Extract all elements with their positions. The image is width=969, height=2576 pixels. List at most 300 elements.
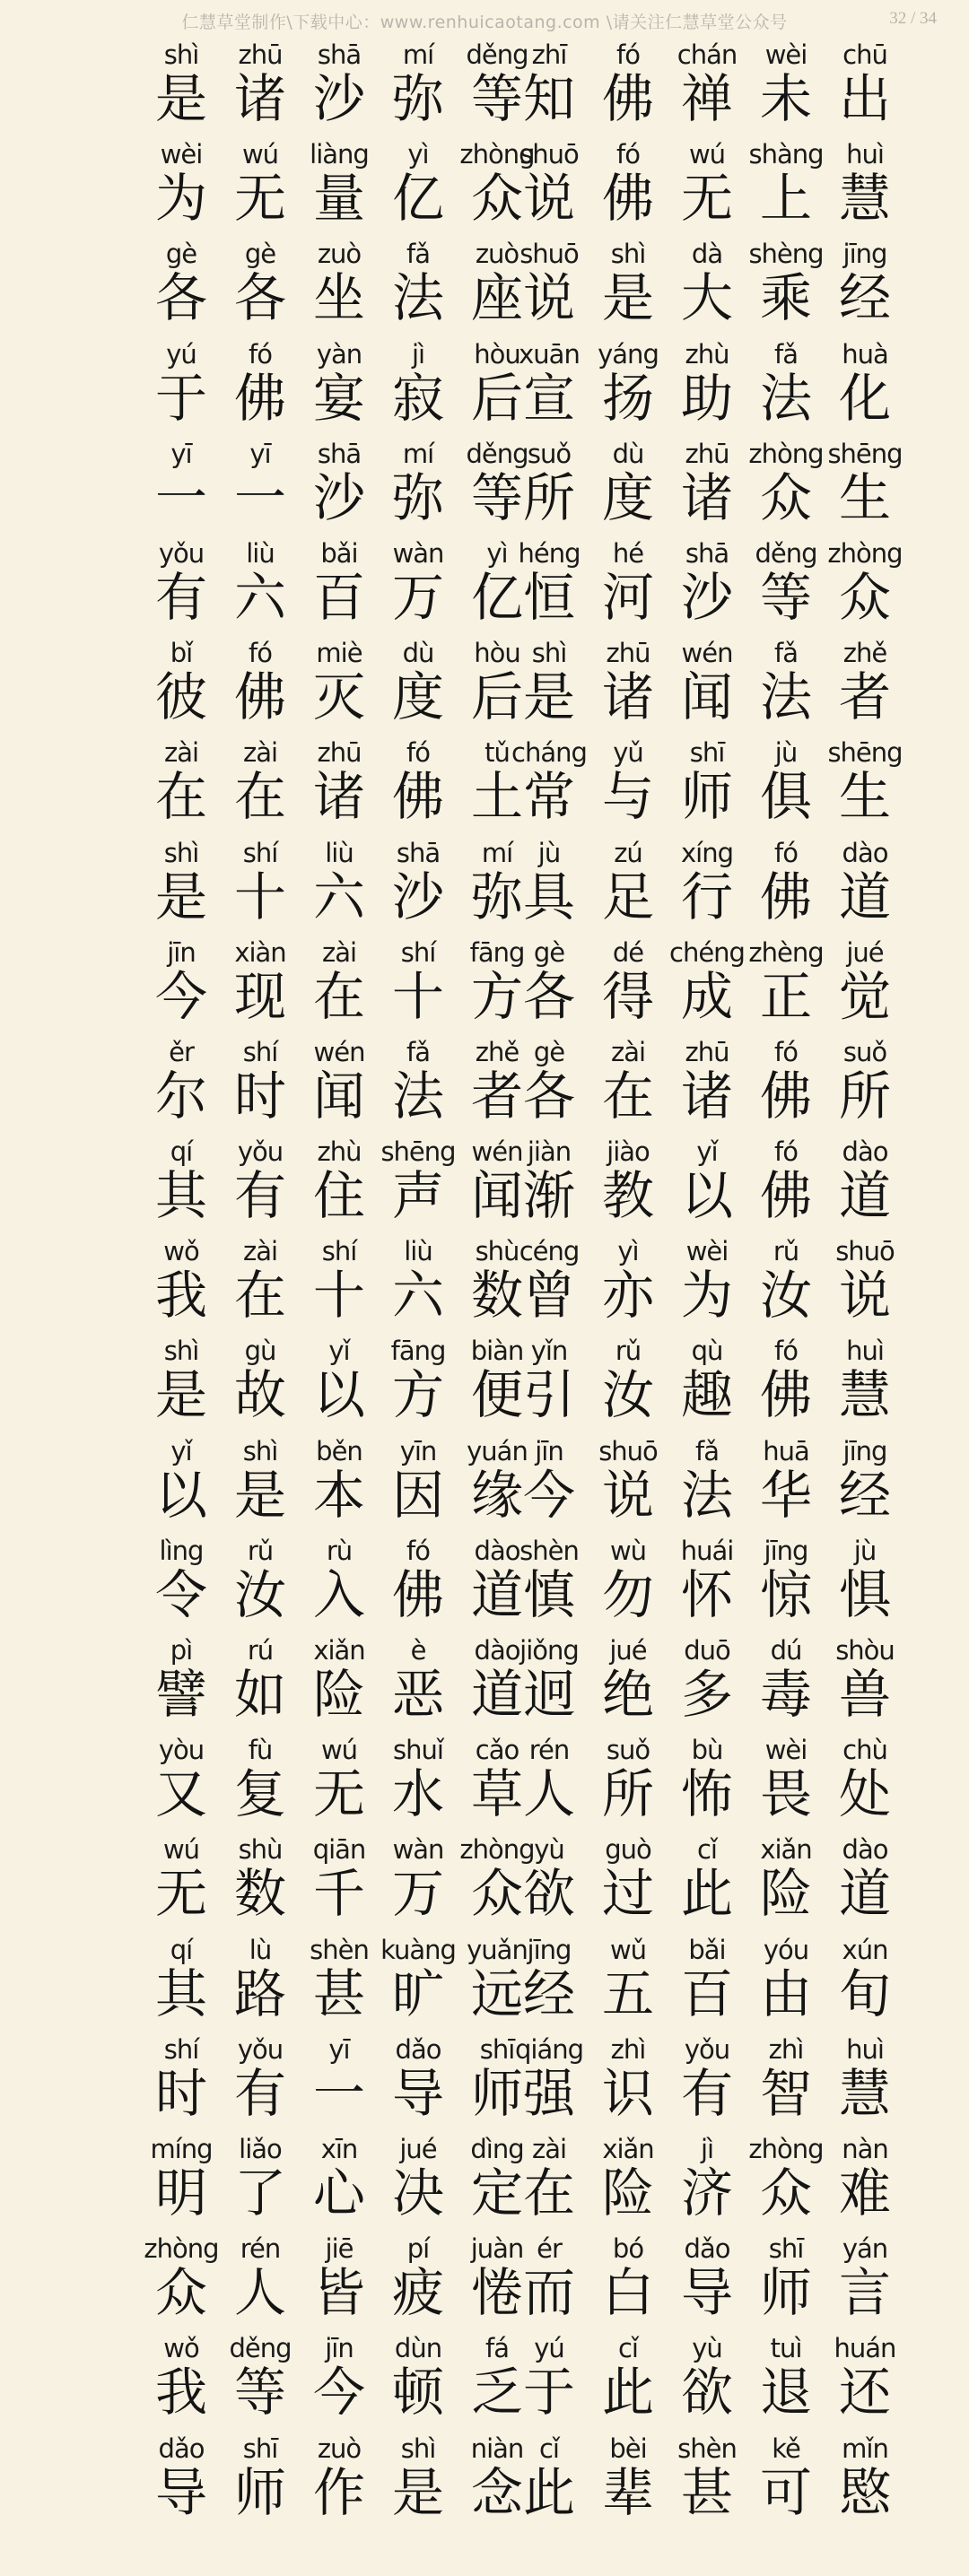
pinyin: zhì	[610, 2033, 646, 2065]
verse-half-right	[510, 737, 904, 837]
pinyin: fó	[616, 39, 640, 70]
hanzi: 法	[391, 1065, 444, 1127]
character-cell	[510, 39, 589, 139]
pinyin: yuán	[467, 1435, 528, 1466]
hanzi: 佛	[233, 367, 286, 429]
hanzi: 亿	[391, 168, 444, 230]
pinyin: suǒ	[842, 1036, 887, 1067]
verse-line	[0, 2433, 969, 2533]
hanzi: 彼	[154, 666, 207, 728]
verse-line	[0, 838, 969, 937]
hanzi: 众	[154, 2262, 207, 2324]
pinyin: yòu	[158, 1735, 205, 1766]
character-cell	[300, 2134, 379, 2233]
verse-line	[0, 439, 969, 538]
pinyin: hé	[612, 537, 644, 569]
character-cell	[668, 339, 746, 439]
verse-line	[0, 737, 969, 837]
verse-line	[0, 1136, 969, 1236]
verse-half-left	[142, 1037, 537, 1136]
character-cell	[668, 2433, 746, 2533]
character-cell	[668, 1635, 746, 1735]
character-cell	[142, 937, 221, 1037]
hanzi: 智	[759, 2062, 812, 2124]
pinyin: miè	[316, 638, 362, 669]
hanzi: 慧	[838, 1364, 891, 1426]
hanzi: 有	[154, 566, 207, 628]
verse-half-right	[510, 239, 904, 338]
pinyin: rén	[528, 1735, 570, 1766]
hanzi: 道	[838, 1165, 891, 1227]
character-cell	[746, 1834, 825, 1934]
pinyin: qù	[691, 1336, 723, 1367]
character-cell	[379, 1935, 458, 2034]
pinyin: dùn	[394, 2333, 442, 2364]
character-cell	[142, 239, 221, 338]
character-cell	[221, 439, 300, 538]
hanzi: 具	[522, 866, 575, 927]
character-cell	[142, 1236, 221, 1336]
hanzi: 以	[312, 1364, 365, 1426]
hanzi: 弥	[470, 866, 523, 927]
pinyin: fù	[248, 1735, 273, 1766]
character-cell	[746, 1735, 825, 1834]
pinyin: yǐ	[170, 1435, 192, 1466]
verse-half-right	[510, 2134, 904, 2233]
pinyin: liǎo	[239, 2133, 282, 2164]
hanzi: 我	[154, 2362, 207, 2424]
pinyin: zài	[321, 936, 357, 968]
pinyin: shuō	[519, 139, 579, 170]
hanzi: 过	[601, 1863, 654, 1925]
character-cell	[825, 2333, 904, 2432]
hanzi: 十	[391, 965, 444, 1027]
character-cell	[221, 1236, 300, 1336]
pinyin: yì	[617, 1236, 639, 1267]
character-cell	[510, 1436, 589, 1536]
hanzi: 生	[838, 466, 891, 528]
pinyin: shù	[238, 1834, 283, 1866]
pinyin: zhī	[531, 39, 567, 70]
pinyin: mí	[402, 39, 434, 70]
hanzi: 六	[233, 566, 286, 628]
hanzi: 于	[154, 367, 207, 429]
verse-line	[0, 1635, 969, 1735]
character-cell	[589, 737, 668, 837]
pinyin: dà	[691, 239, 723, 270]
hanzi: 慎	[522, 1563, 575, 1625]
hanzi: 经	[838, 267, 891, 329]
pinyin: shuǐ	[393, 1735, 443, 1766]
character-cell	[589, 339, 668, 439]
hanzi: 化	[838, 367, 891, 429]
character-cell	[300, 1635, 379, 1735]
character-cell	[221, 239, 300, 338]
pinyin: jù	[537, 837, 561, 868]
hanzi: 佛	[759, 1065, 812, 1127]
character-cell	[825, 2433, 904, 2533]
verse-half-left	[142, 1735, 537, 1834]
pinyin: dù	[612, 438, 644, 469]
character-cell	[510, 937, 589, 1037]
pinyin: zhì	[768, 2033, 804, 2065]
hanzi: 经	[838, 1464, 891, 1526]
pinyin: yú	[166, 338, 196, 370]
pinyin: shì	[531, 638, 567, 669]
verse-half-right	[510, 2333, 904, 2432]
character-cell	[300, 439, 379, 538]
hanzi: 座	[470, 267, 523, 329]
pinyin: běn	[316, 1435, 362, 1466]
pinyin: jīn	[167, 936, 196, 968]
hanzi: 因	[391, 1464, 444, 1526]
pinyin: wú	[320, 1735, 358, 1766]
character-cell	[825, 538, 904, 638]
verse-half-right	[510, 39, 904, 139]
hanzi: 趣	[680, 1364, 733, 1426]
verse-half-right	[510, 1834, 904, 1934]
hanzi: 度	[601, 466, 654, 528]
pinyin: liù	[404, 1236, 432, 1267]
verse-line	[0, 2134, 969, 2233]
hanzi: 大	[680, 267, 733, 329]
character-cell	[510, 2433, 589, 2533]
pinyin: shuō	[519, 239, 579, 270]
character-cell	[510, 1635, 589, 1735]
pinyin: yì	[486, 537, 508, 569]
character-cell	[300, 139, 379, 239]
hanzi: 说	[522, 168, 575, 230]
pinyin: jīn	[325, 2333, 354, 2364]
hanzi: 诸	[680, 466, 733, 528]
hanzi: 为	[154, 168, 207, 230]
pinyin: shèn	[677, 2432, 737, 2464]
pinyin: jīng	[842, 1435, 887, 1466]
character-cell	[510, 1735, 589, 1834]
pinyin: qí	[170, 1136, 193, 1168]
pinyin: qiáng	[514, 2033, 584, 2065]
character-cell	[825, 1935, 904, 2034]
character-cell	[300, 1037, 379, 1136]
pinyin: wú	[241, 139, 279, 170]
pinyin: zhū	[317, 737, 362, 769]
hanzi: 五	[601, 1962, 654, 2024]
character-cell	[300, 1536, 379, 1635]
character-cell	[668, 2034, 746, 2134]
hanzi: 乘	[759, 267, 812, 329]
pinyin: wǒ	[163, 1236, 199, 1267]
pinyin: huái	[680, 1535, 734, 1566]
pinyin: jù	[853, 1535, 877, 1566]
hanzi: 定	[470, 2162, 523, 2224]
character-cell	[300, 1735, 379, 1834]
hanzi: 导	[154, 2461, 207, 2523]
pinyin: xuān	[519, 338, 580, 370]
pinyin: hòu	[474, 638, 520, 669]
character-cell	[510, 638, 589, 737]
hanzi: 是	[233, 1464, 286, 1526]
character-cell	[589, 2333, 668, 2432]
hanzi: 恒	[522, 566, 575, 628]
pinyin: dìng	[470, 2133, 524, 2164]
pinyin: chéng	[669, 936, 745, 968]
pinyin: yī	[249, 438, 271, 469]
character-cell	[510, 2333, 589, 2432]
pinyin: dù	[402, 638, 434, 669]
character-cell	[379, 339, 458, 439]
pinyin: bǎi	[688, 1934, 726, 1965]
pinyin: jiào	[607, 1136, 650, 1168]
pinyin: shí	[163, 2033, 199, 2065]
character-cell	[746, 2333, 825, 2432]
pinyin: suǒ	[527, 438, 572, 469]
pinyin: huì	[846, 139, 884, 170]
pinyin: duō	[684, 1635, 730, 1666]
character-cell	[668, 1536, 746, 1635]
pinyin: wèi	[685, 1236, 729, 1267]
hanzi: 沙	[312, 68, 365, 129]
hanzi: 路	[233, 1962, 286, 2024]
verse-line	[0, 538, 969, 638]
hanzi: 多	[680, 1664, 733, 1725]
character-cell	[510, 1236, 589, 1336]
pinyin: qiān	[312, 1834, 366, 1866]
verse-half-left	[142, 1336, 537, 1435]
hanzi: 退	[759, 2362, 812, 2424]
page-number: 32 / 34	[889, 9, 937, 28]
pinyin: děng	[466, 39, 528, 70]
pinyin: xīn	[320, 2133, 358, 2164]
verse-line	[0, 39, 969, 139]
hanzi: 心	[312, 2162, 365, 2224]
pinyin: shī	[242, 2432, 278, 2464]
pinyin: shì	[163, 1336, 199, 1367]
pinyin: jīn	[535, 1435, 563, 1466]
pinyin: shí	[242, 1036, 278, 1067]
character-cell	[300, 1236, 379, 1336]
character-cell	[589, 538, 668, 638]
pinyin: shì	[163, 39, 199, 70]
character-cell	[510, 1336, 589, 1435]
pinyin: zhù	[685, 338, 729, 370]
hanzi: 法	[391, 267, 444, 329]
hanzi: 有	[233, 1165, 286, 1227]
hanzi: 念	[470, 2461, 523, 2523]
hanzi: 慧	[838, 2062, 891, 2124]
character-cell	[379, 439, 458, 538]
hanzi: 诸	[233, 68, 286, 129]
hanzi: 欲	[522, 1863, 575, 1925]
hanzi: 道	[470, 1664, 523, 1725]
pinyin: zài	[531, 2133, 567, 2164]
character-cell	[668, 1436, 746, 1536]
character-cell	[142, 1834, 221, 1934]
character-cell	[379, 2134, 458, 2233]
pinyin: zhù	[317, 1136, 362, 1168]
hanzi: 方	[470, 965, 523, 1027]
hanzi: 为	[680, 1265, 733, 1327]
hanzi: 在	[601, 1065, 654, 1127]
hanzi: 所	[601, 1763, 654, 1825]
hanzi: 令	[154, 1563, 207, 1625]
character-cell	[221, 1935, 300, 2034]
pinyin: fǎ	[774, 638, 798, 669]
character-cell	[379, 1635, 458, 1735]
pinyin: xiǎn	[602, 2133, 654, 2164]
pinyin: zuò	[475, 239, 519, 270]
pinyin: fǎ	[774, 338, 798, 370]
pinyin: pí	[406, 2233, 430, 2265]
character-cell	[221, 2333, 300, 2432]
pinyin: wǒ	[163, 2333, 199, 2364]
hanzi: 便	[470, 1364, 523, 1426]
pinyin: zhèng	[748, 936, 824, 968]
hanzi: 顿	[391, 2362, 444, 2424]
character-cell	[379, 1436, 458, 1536]
hanzi: 数	[470, 1265, 523, 1327]
hanzi: 在	[312, 965, 365, 1027]
pinyin: zhòng	[748, 2133, 824, 2164]
pinyin: yú	[534, 2333, 564, 2364]
pinyin: gè	[533, 1036, 565, 1067]
hanzi: 弥	[391, 68, 444, 129]
character-cell	[589, 1136, 668, 1236]
pinyin: yán	[842, 2233, 888, 2265]
hanzi: 还	[838, 2362, 891, 2424]
character-cell	[300, 737, 379, 837]
pinyin: yàn	[316, 338, 362, 370]
hanzi: 后	[470, 666, 523, 728]
character-cell	[142, 538, 221, 638]
pinyin: hòu	[474, 338, 520, 370]
character-cell	[510, 1536, 589, 1635]
character-cell	[668, 39, 746, 139]
verse-half-left	[142, 737, 537, 837]
character-cell	[221, 2433, 300, 2533]
pinyin: dào	[474, 1635, 520, 1666]
hanzi: 后	[470, 367, 523, 429]
hanzi: 常	[522, 766, 575, 828]
pinyin: shēng	[380, 1136, 456, 1168]
character-cell	[510, 2034, 589, 2134]
hanzi: 慧	[838, 168, 891, 230]
hanzi: 兽	[838, 1664, 891, 1725]
hanzi: 众	[759, 2162, 812, 2224]
pinyin: dé	[612, 936, 644, 968]
character-cell	[825, 1436, 904, 1536]
hanzi: 辈	[601, 2461, 654, 2523]
hanzi: 河	[601, 566, 654, 628]
verse-half-left	[142, 1436, 537, 1536]
character-cell	[142, 838, 221, 937]
pinyin: gè	[244, 239, 276, 270]
hanzi: 成	[680, 965, 733, 1027]
hanzi: 复	[233, 1763, 286, 1825]
hanzi: 师	[470, 2062, 523, 2124]
pinyin: yǐ	[328, 1336, 350, 1367]
pinyin: fó	[406, 737, 430, 769]
pinyin: shā	[317, 438, 362, 469]
pinyin: huì	[846, 2033, 884, 2065]
pinyin: zài	[242, 1236, 278, 1267]
character-cell	[746, 2233, 825, 2333]
character-cell	[221, 1536, 300, 1635]
hanzi: 本	[312, 1464, 365, 1526]
hanzi: 诸	[312, 766, 365, 828]
pinyin: dǎo	[395, 2033, 441, 2065]
character-cell	[589, 1037, 668, 1136]
verse-half-right	[510, 1236, 904, 1336]
verse-line	[0, 1536, 969, 1635]
hanzi: 济	[680, 2162, 733, 2224]
character-cell	[668, 1935, 746, 2034]
hanzi: 甚	[312, 1962, 365, 2024]
pinyin: dǎo	[684, 2233, 730, 2265]
verse-line	[0, 1935, 969, 2034]
verse-line	[0, 1436, 969, 1536]
hanzi: 度	[391, 666, 444, 728]
character-cell	[668, 2233, 746, 2333]
pinyin: tuì	[770, 2333, 802, 2364]
pinyin: jīng	[842, 239, 887, 270]
pinyin: zhū	[606, 638, 650, 669]
character-cell	[668, 239, 746, 338]
character-cell	[510, 239, 589, 338]
character-cell	[221, 2134, 300, 2233]
character-cell	[379, 737, 458, 837]
verse-half-left	[142, 239, 537, 338]
verse-half-left	[142, 1236, 537, 1336]
pinyin: shēng	[827, 438, 903, 469]
character-cell	[589, 2134, 668, 2233]
verse-half-left	[142, 339, 537, 439]
pinyin: rú	[247, 1635, 274, 1666]
hanzi: 今	[312, 2362, 365, 2424]
pinyin: shàng	[748, 139, 824, 170]
character-cell	[825, 1037, 904, 1136]
hanzi: 是	[601, 267, 654, 329]
character-cell	[142, 2034, 221, 2134]
character-cell	[825, 638, 904, 737]
pinyin: shuō	[598, 1435, 658, 1466]
character-cell	[142, 2134, 221, 2233]
hanzi: 道	[470, 1563, 523, 1625]
hanzi: 汝	[759, 1265, 812, 1327]
pinyin: jì	[700, 2133, 714, 2164]
hanzi: 可	[759, 2461, 812, 2523]
verse-half-right	[510, 1536, 904, 1635]
character-cell	[379, 538, 458, 638]
character-cell	[746, 1136, 825, 1236]
verse-half-right	[510, 638, 904, 737]
pinyin: mí	[402, 438, 434, 469]
character-cell	[746, 937, 825, 1037]
hanzi: 坐	[312, 267, 365, 329]
pinyin: zài	[610, 1036, 646, 1067]
hanzi: 是	[522, 666, 575, 728]
pinyin: shì	[242, 1435, 278, 1466]
pinyin: zài	[242, 737, 278, 769]
hanzi: 数	[233, 1863, 286, 1925]
character-cell	[668, 937, 746, 1037]
hanzi: 汝	[601, 1364, 654, 1426]
hanzi: 是	[154, 68, 207, 129]
character-cell	[825, 2034, 904, 2134]
hanzi: 沙	[391, 866, 444, 927]
character-cell	[379, 139, 458, 239]
character-cell	[142, 1336, 221, 1435]
hanzi: 迥	[522, 1664, 575, 1725]
